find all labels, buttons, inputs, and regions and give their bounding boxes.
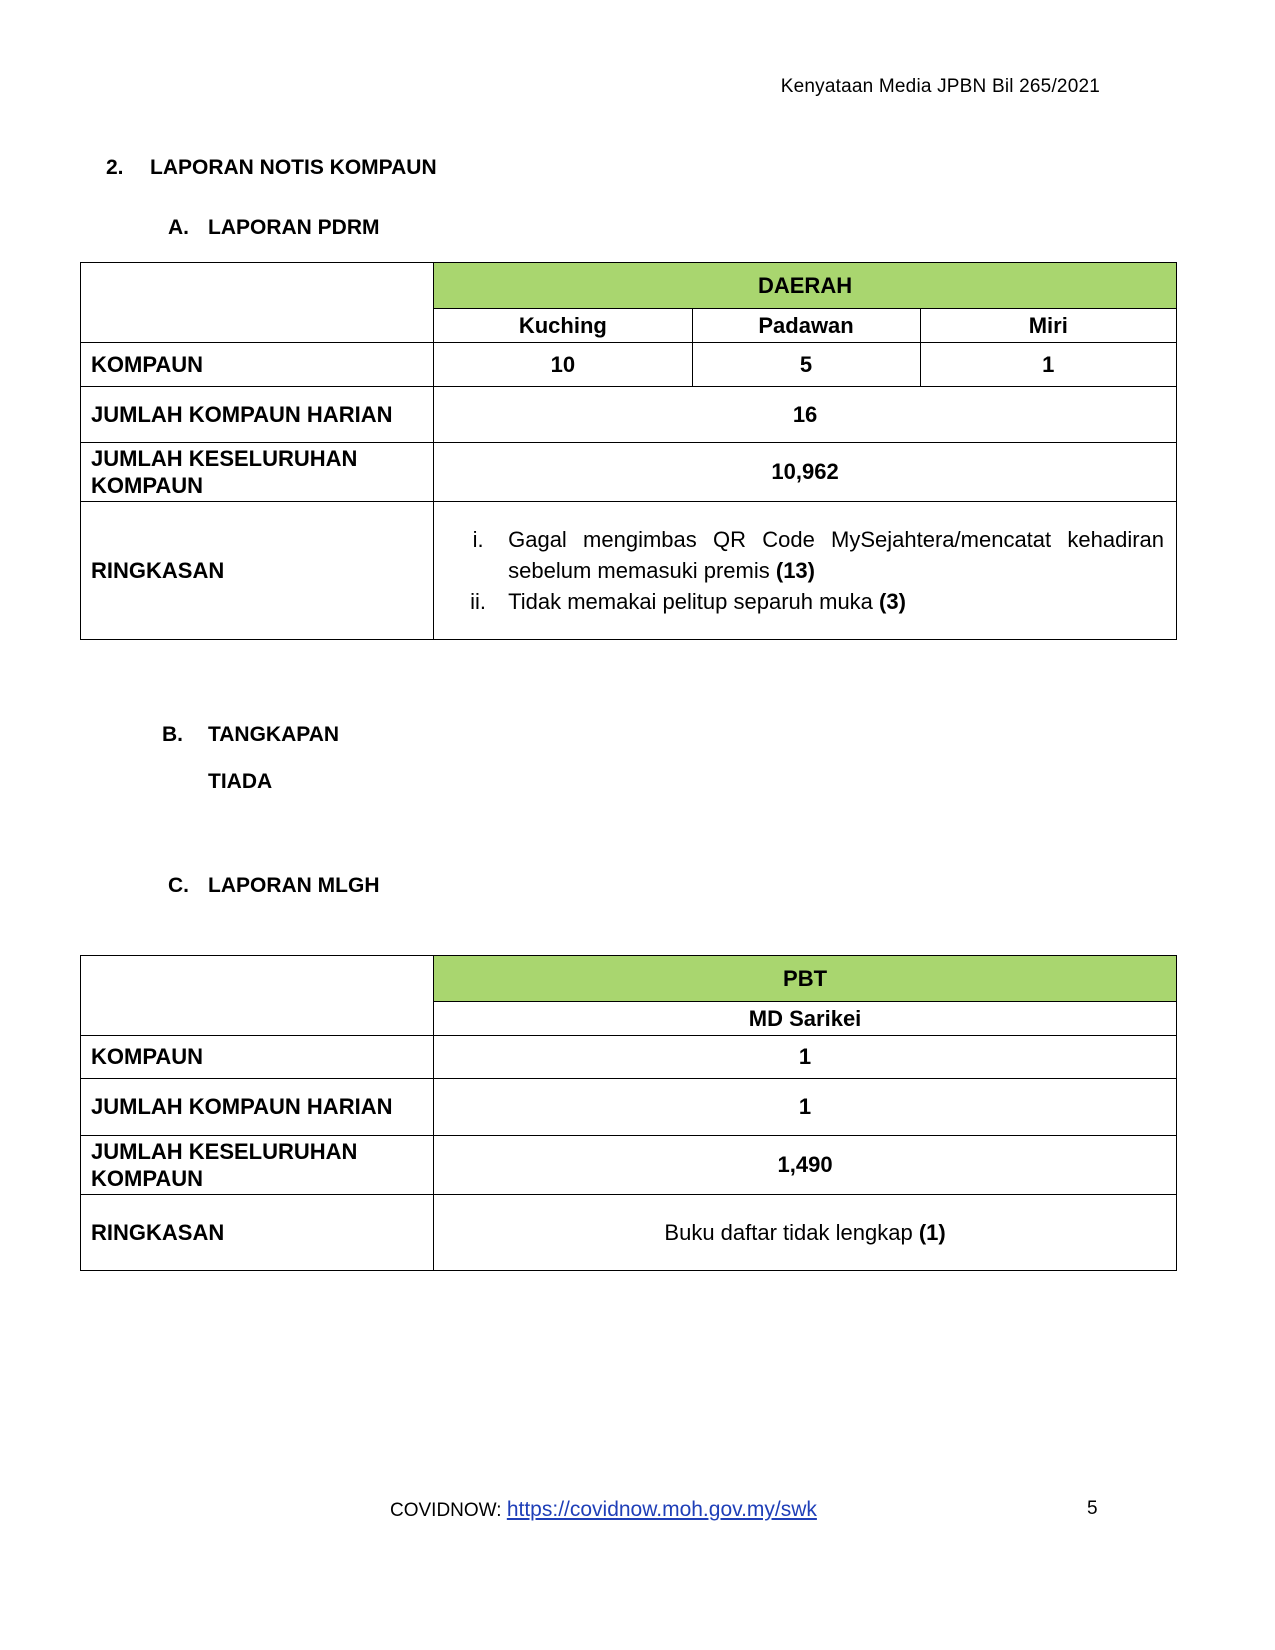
keseluruhan-label-line2: KOMPAUN [91,473,204,498]
keseluruhan-value: 10,962 [434,443,1177,502]
column-padawan: Padawan [692,309,920,343]
keseluruhan-label [81,1136,434,1195]
ringkasan-value [434,1195,1177,1271]
harian-value: 1 [434,1079,1177,1136]
pdrm-corner-cell [81,263,434,343]
footer-covidnow [390,1498,817,1522]
part-c-title: LAPORAN MLGH [208,874,380,897]
harian-value: 16 [434,387,1177,443]
mlgh-corner-cell [81,956,434,1036]
kompaun-miri: 1 [920,343,1176,387]
footer-prefix: COVIDNOW: [390,1500,502,1521]
keseluruhan-label-line1: JUMLAH KESELURUHAN [91,446,358,471]
covidnow-link[interactable]: https://covidnow.moh.gov.my/swk [506,1498,817,1521]
keseluruhan-label-line1: JUMLAH KESELURUHAN [91,1139,358,1164]
part-c-letter: C. [168,874,189,897]
list-item-text: Tidak memakai pelitup separuh muka (3) [508,589,906,614]
ringkasan-label: RINGKASAN [81,1195,434,1271]
keseluruhan-label-line2: KOMPAUN [91,1166,204,1191]
list-item [448,524,1164,586]
ringkasan-list [448,524,1164,617]
kompaun-padawan: 5 [692,343,920,387]
part-b-body: TIADA [208,770,273,793]
list-item-number: ii. [470,589,487,614]
part-a-letter: A. [168,216,189,239]
keseluruhan-value: 1,490 [434,1136,1177,1195]
section-title [106,156,437,180]
ringkasan-label: RINGKASAN [81,502,434,640]
column-kuching: Kuching [434,309,692,343]
page-number: 5 [1087,1498,1098,1519]
part-b-heading [162,723,339,747]
ringkasan-text: Buku daftar tidak lengkap [664,1219,913,1245]
harian-label: JUMLAH KOMPAUN HARIAN [81,1079,434,1136]
mlgh-table [80,955,1177,1271]
list-item-count: (3) [879,589,906,614]
pbt-header: PBT [434,956,1177,1002]
daerah-header: DAERAH [434,263,1177,309]
part-c-heading [168,874,380,898]
kompaun-label: KOMPAUN [81,343,434,387]
list-item-text: Gagal mengimbas QR Code MySejahtera/mencatat kehadiran sebelum memasuki premis (13) [508,527,1164,583]
pdrm-table [80,262,1177,640]
list-item [448,586,1164,617]
kompaun-kuching: 10 [434,343,692,387]
section-number: 2. [106,156,124,179]
part-b-letter: B. [162,723,183,746]
column-md-sarikei: MD Sarikei [434,1002,1177,1036]
ringkasan-content [434,502,1177,640]
kompaun-value: 1 [434,1036,1177,1079]
harian-label: JUMLAH KOMPAUN HARIAN [81,387,434,443]
part-b-title: TANGKAPAN [208,723,340,746]
list-item-count: (13) [775,558,815,583]
list-item-number: i. [472,527,484,552]
column-miri: Miri [920,309,1176,343]
kompaun-label: KOMPAUN [81,1036,434,1079]
document-reference: Kenyataan Media JPBN Bil 265/2021 [780,76,1100,97]
part-a-title: LAPORAN PDRM [208,216,380,239]
section-title-text: LAPORAN NOTIS KOMPAUN [150,156,437,179]
part-a-heading [168,216,380,240]
ringkasan-count: (1) [918,1219,946,1245]
keseluruhan-label [81,443,434,502]
